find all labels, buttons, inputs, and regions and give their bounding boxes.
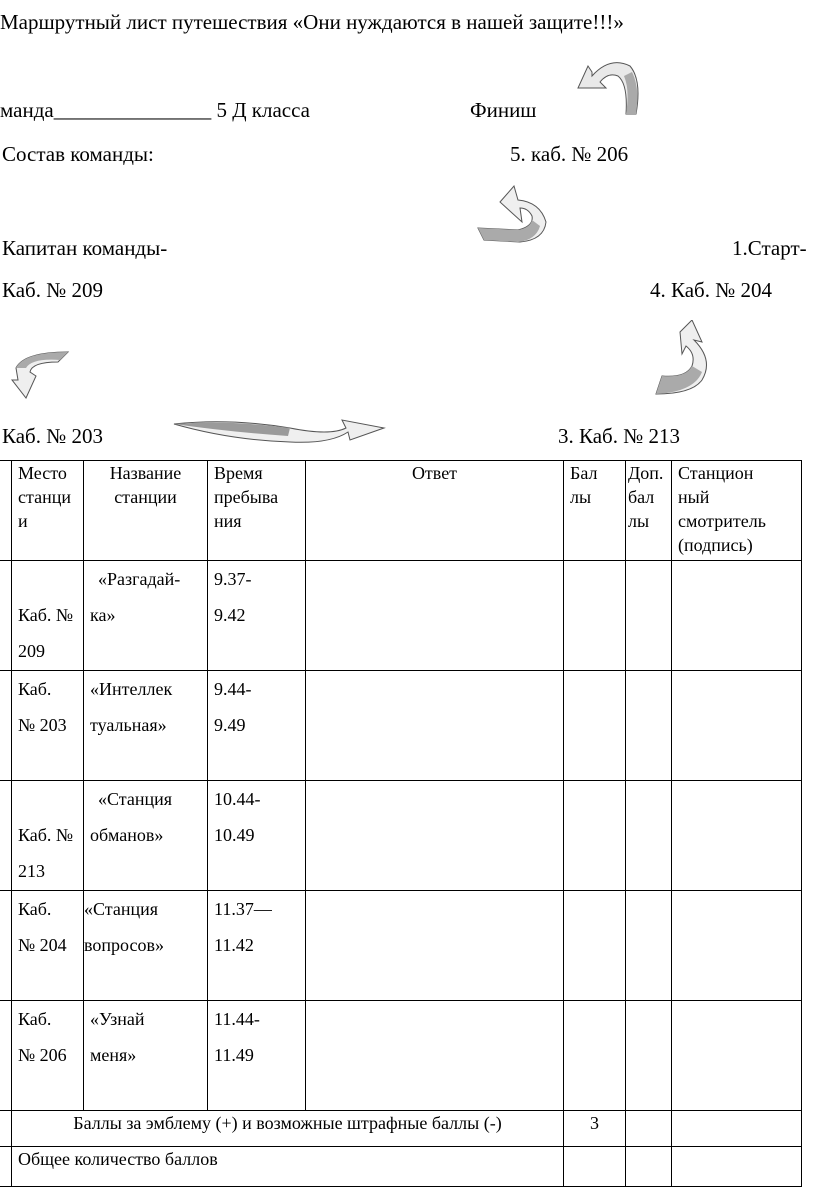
header-answer: Ответ [306,461,564,561]
table-row [0,781,802,891]
signature-cell[interactable] [672,781,802,891]
row-time: 9.37- 9.42 [208,561,306,671]
answer-cell[interactable] [306,781,564,891]
row-station: «Станция обманов» [84,781,208,891]
row-place: Каб. № 209 [12,561,84,671]
step-5: 5. каб. № 206 [510,142,629,166]
header-points: Бал лы [564,461,626,561]
total-label: Общее количество баллов [12,1147,564,1187]
captain-label: Капитан команды- [2,236,168,260]
finish-label: Финиш [470,98,537,122]
signature-cell[interactable] [672,561,802,671]
answer-cell[interactable] [306,891,564,1001]
document-title: Маршрутный лист путешествия «Они нуждаются в нашей защите!!!» [0,10,624,34]
row-station: «Станция вопросов» [84,891,208,1001]
team-line: манда_______________ 5 Д класса [0,98,311,122]
table-header-row [0,461,802,561]
table-row [0,891,802,1001]
extra-points-cell[interactable] [626,1001,672,1111]
extra-points-cell[interactable] [626,1147,672,1187]
row-time: 9.44- 9.49 [208,671,306,781]
answer-cell[interactable] [306,671,564,781]
curved-arrow-icon [470,182,554,246]
row-place: Каб. № 213 [12,781,84,891]
table-row [0,1001,802,1111]
signature-cell[interactable] [672,671,802,781]
room-203-label: Каб. № 203 [2,424,104,448]
signature-cell[interactable] [672,891,802,1001]
points-cell[interactable] [564,891,626,1001]
row-time: 11.37— 11.42 [208,891,306,1001]
row-time: 10.44- 10.49 [208,781,306,891]
row-place: Каб. № 204 [12,891,84,1001]
total-row [0,1147,802,1187]
room-209-label: Каб. № 209 [2,278,104,302]
emblem-row [0,1111,802,1147]
route-table [0,460,802,1187]
row-station: «Разгадай- ка» [84,561,208,671]
row-station: «Интеллек туальная» [84,671,208,781]
long-arrow-icon [170,414,390,448]
points-cell[interactable] [564,1001,626,1111]
header-station: Название станции [84,461,208,561]
header-station-keeper: Станцион ный смотритель (подпись) [672,461,802,561]
extra-points-cell[interactable] [626,1111,672,1147]
signature-cell[interactable] [672,1111,802,1147]
points-cell[interactable] [564,781,626,891]
row-place: Каб. № 203 [12,671,84,781]
emblem-label: Баллы за эмблему (+) и возможные штрафные баллы (-) [12,1111,564,1147]
signature-cell[interactable] [672,1147,802,1187]
extra-points-cell[interactable] [626,891,672,1001]
extra-points-cell[interactable] [626,561,672,671]
curved-arrow-icon [570,58,650,118]
curved-arrow-icon [652,320,722,396]
row-place: Каб. № 206 [12,1001,84,1111]
header-time: Время пребыва ния [208,461,306,561]
table-row [0,671,802,781]
answer-cell[interactable] [306,561,564,671]
header-extra-points: Доп. бал лы [626,461,672,561]
extra-points-cell[interactable] [626,781,672,891]
step-3: 3. Каб. № 213 [558,424,681,448]
row-station: «Узнай меня» [84,1001,208,1111]
points-cell[interactable] [564,561,626,671]
header-place: Место станци и [12,461,84,561]
points-cell[interactable] [564,671,626,781]
signature-cell[interactable] [672,1001,802,1111]
row-time: 11.44- 11.49 [208,1001,306,1111]
curved-arrow-icon [10,350,74,400]
step-1: 1.Старт- [732,236,807,260]
points-cell[interactable] [564,1147,626,1187]
team-members-label: Состав команды: [2,142,154,166]
extra-points-cell[interactable] [626,671,672,781]
answer-cell[interactable] [306,1001,564,1111]
emblem-points: 3 [564,1111,626,1147]
table-row [0,561,802,671]
step-4: 4. Каб. № 204 [650,278,773,302]
